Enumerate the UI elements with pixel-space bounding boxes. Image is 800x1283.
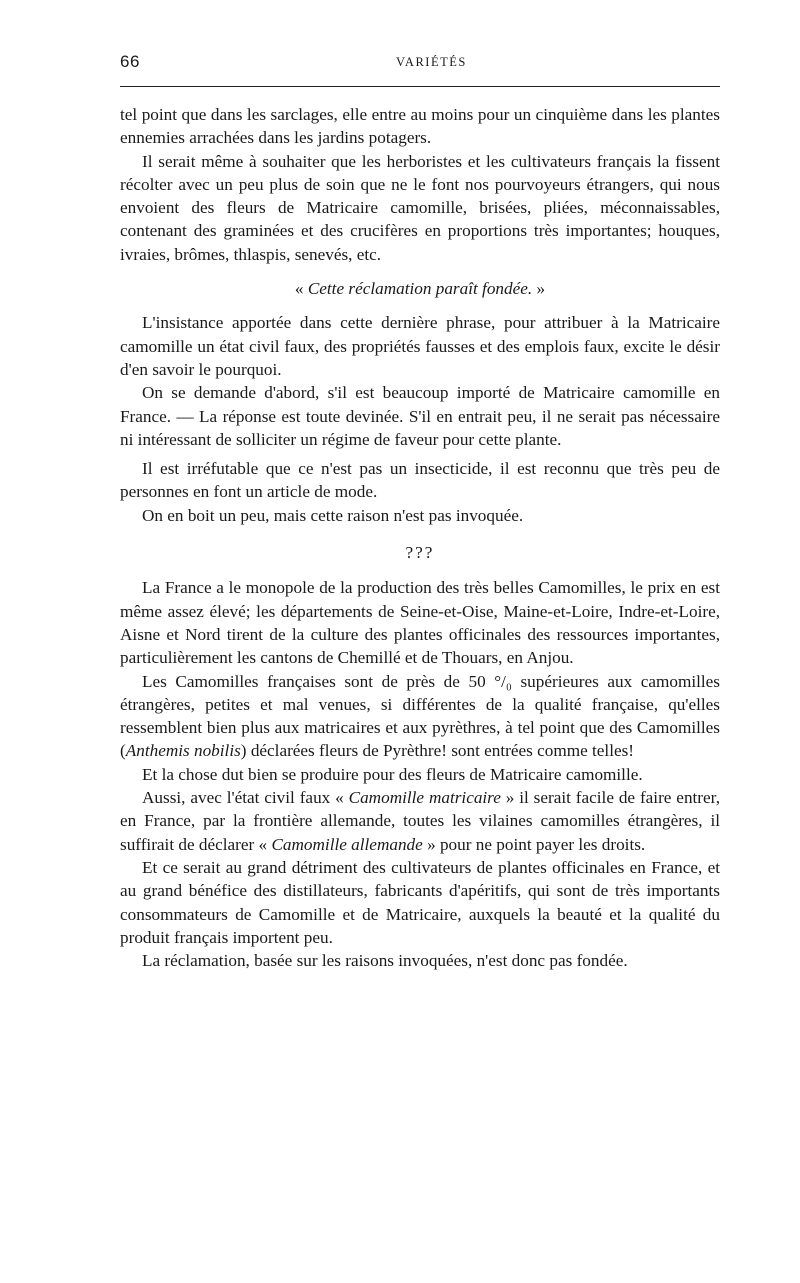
quote-text: Cette réclamation paraît fondée. — [307, 279, 533, 299]
section-separator-questions: ??? — [405, 543, 435, 563]
paragraph-insecticide: Il est irréfutable que ce n'est pas un insecticide, il est reconnu que très peu de personnes en font un article de mode. — [120, 459, 720, 502]
paragraph-conclusion: La réclamation, basée sur les raisons invoquées, n'est donc pas fondée. — [142, 951, 628, 971]
running-head: VARIÉTÉS — [396, 55, 467, 69]
body-text — [120, 103, 720, 972]
paragraph-herboristes: Il serait même à souhaiter que les herboristes et les cultivateurs français la fissent récolter avec un peu plus de soin que ne le font nos pourvoyeurs étrangers, qui nous envoient des fleurs de Matricaire camomille, brisées, pliées, méconnaissables, contenant des graminées et des crucifères en proportions très importantes; houques, ivraies, brômes, thlaspis, senevés, etc. — [120, 151, 720, 264]
latin-name: Anthemis nobilis — [125, 741, 241, 761]
paragraph-camomilles-francaises: Les Camomilles françaises sont de près de 50 °/₀ supérieures aux camomilles étrangères, petites et mal venues, si différentes de la qualité française, qu'elles ressemblent bien plus aux matricaires et aux pyrèthres, à tel point que des Camomilles (Anthemis nobilis) déclarées fleurs de Pyrèthre! sont entrées comme telles! — [120, 671, 720, 761]
page-header — [120, 52, 720, 74]
page-number: 66 — [120, 52, 140, 71]
paragraph-chose: Et la chose dut bien se produire pour des fleurs de Matricaire camomille. — [142, 764, 643, 784]
paragraph-insistance: L'insistance apportée dans cette dernière phrase, pour attribuer à la Matricaire camomille un état civil faux, des propriétés fausses et des emplois faux, excite le désir d'en savoir le pourquoi. — [120, 313, 720, 379]
paragraph-etat-civil: Aussi, avec l'état civil faux « Camomille matricaire » il serait facile de faire entrer, en France, par la frontière allemande, toutes les vilaines camomilles étrangères, il suffirait de déclarer « Camomille allemande » pour ne point payer les droits. — [120, 788, 720, 854]
italic-camomille-allemande: Camomille allemande — [271, 834, 423, 854]
quoted-reclamation: « Cette réclamation paraît fondée. » — [294, 279, 546, 299]
paragraph-detriment: Et ce serait au grand détriment des cultivateurs de plantes officinales en France, et au grand bénéfice des distillateurs, fabricants d'apéritifs, qui sont de très importants consommateurs de Camomille et de Matricaire, auxquels la beauté et la qualité du produit français importent peu. — [120, 857, 720, 947]
paragraph-importation: On se demande d'abord, s'il est beaucoup importé de Matricaire camomille en France. — La réponse est toute devinée. S'il en entrait peu, il ne serait pas nécessaire ni intéressant de solliciter un régime de faveur pour cette plante. — [120, 383, 720, 449]
paragraph-monopole: La France a le monopole de la production des très belles Camomilles, le prix en est même assez élevé; les départements de Seine-et-Oise, Maine-et-Loire, Indre-et-Loire, Aisne et Nord tirent de la culture des plantes officinales des ressources importantes, particulièrement les cantons de Chemillé et de Thouars, en Anjou. — [120, 578, 720, 668]
header-rule — [120, 86, 720, 87]
italic-camomille-matricaire: Camomille matricaire — [348, 788, 501, 808]
paragraph-boisson: On en boit un peu, mais cette raison n'est pas invoquée. — [142, 505, 524, 525]
paragraph-continuation: tel point que dans les sarclages, elle entre au moins pour un cinquième dans les plantes ennemies arrachées dans les jardins potagers. — [120, 105, 720, 148]
